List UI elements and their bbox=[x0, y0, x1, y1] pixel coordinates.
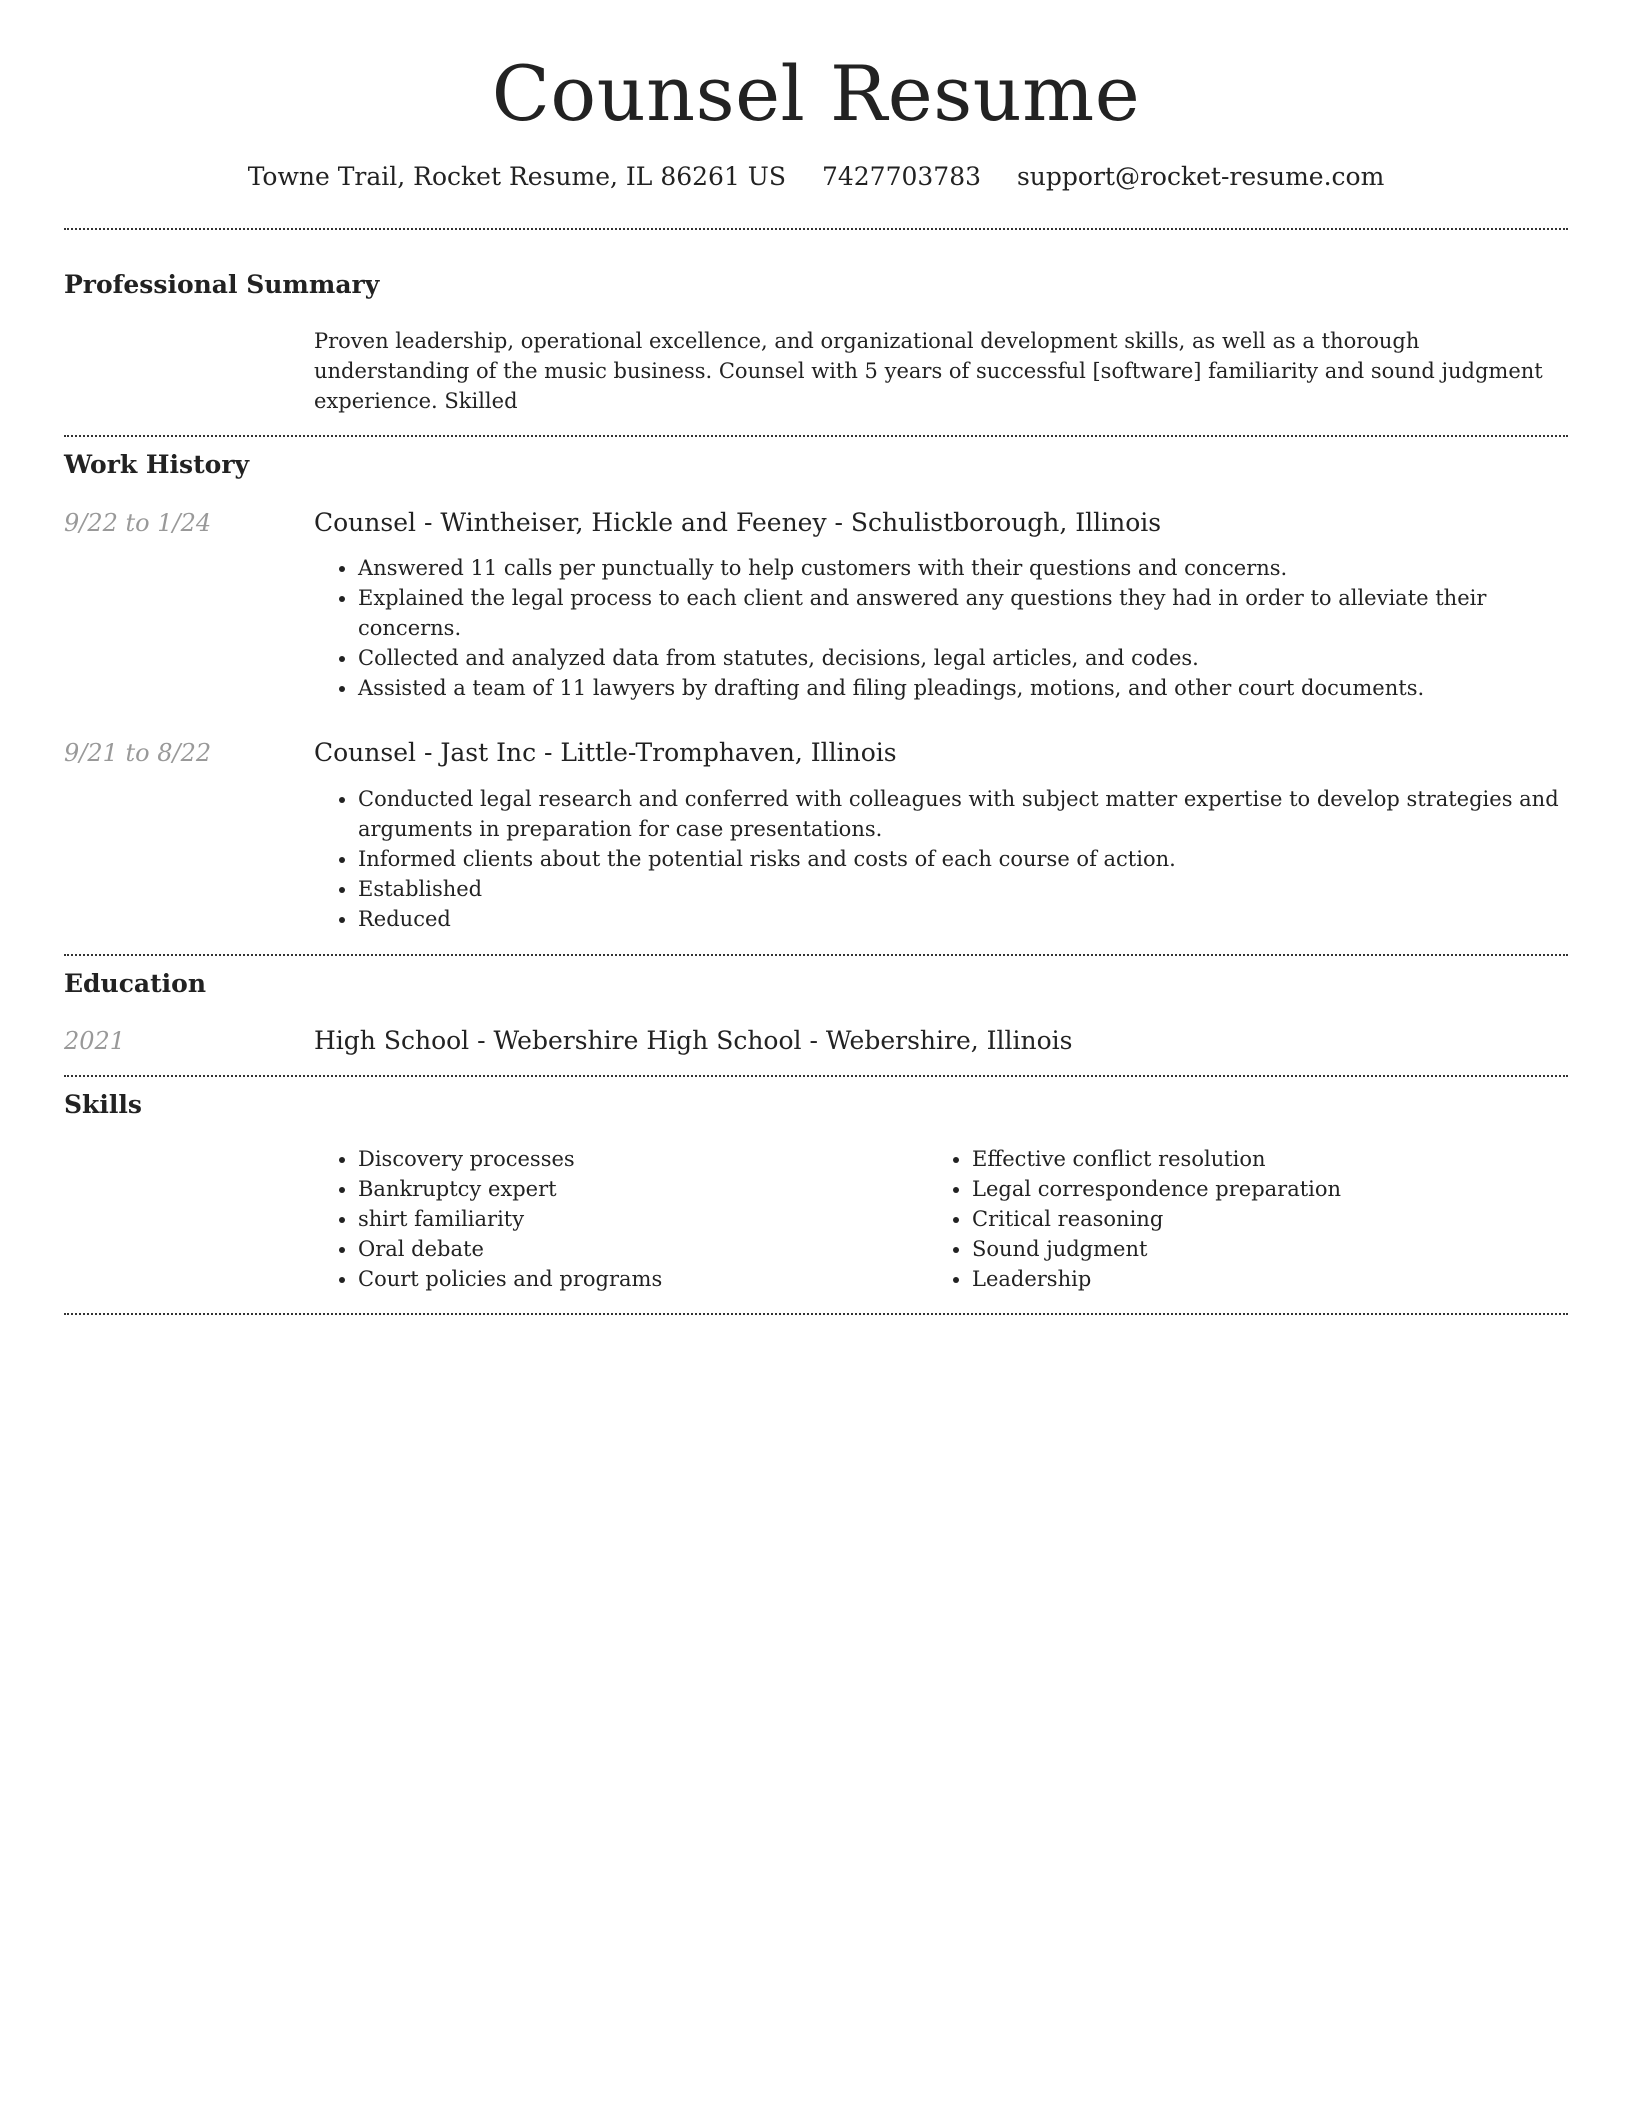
contact-line bbox=[64, 162, 1568, 192]
job-bullet: • Informed clients about the potential risks and costs of each course of action. bbox=[358, 844, 1568, 874]
section-title-education: Education bbox=[64, 968, 207, 998]
job-entry bbox=[64, 737, 1568, 934]
job-bullet: • Established bbox=[358, 874, 1568, 904]
skill-item: • Legal correspondence preparation bbox=[972, 1174, 1542, 1204]
education-school: - Webershire High School - Webershire, Illinois bbox=[469, 1025, 1073, 1055]
skills-list-left bbox=[314, 1144, 928, 1294]
resume-header bbox=[64, 0, 1568, 192]
job-dates: 9/22 to 1/24 bbox=[64, 508, 212, 537]
resume-title: Counsel Resume bbox=[491, 49, 1141, 138]
summary-section bbox=[64, 230, 1568, 416]
divider bbox=[64, 1313, 1568, 1315]
skills-section bbox=[64, 1077, 1568, 1294]
skill-item: • Court policies and programs bbox=[358, 1264, 928, 1294]
contact-phone: 7427703783 bbox=[821, 161, 982, 191]
job-bullet: • Collected and analyzed data from statutes, decisions, legal articles, and codes. bbox=[358, 643, 1568, 673]
skill-item: • Effective conflict resolution bbox=[972, 1144, 1542, 1174]
skill-item: • Oral debate bbox=[358, 1234, 928, 1264]
job-entry bbox=[64, 507, 1568, 704]
job-bullet: • Assisted a team of 11 lawyers by drafting and filing pleadings, motions, and other court documents. bbox=[358, 673, 1568, 703]
education-year: 2021 bbox=[64, 1026, 126, 1055]
education-degree: High School bbox=[314, 1025, 470, 1055]
work-history-section bbox=[64, 437, 1568, 934]
contact-email: support@rocket-resume.com bbox=[1016, 161, 1385, 191]
skills-grid bbox=[314, 1144, 1568, 1294]
skill-item: • Discovery processes bbox=[358, 1144, 928, 1174]
skills-list-right bbox=[928, 1144, 1542, 1294]
section-title-skills: Skills bbox=[64, 1090, 142, 1120]
summary-text: Proven leadership, operational excellence, and organizational development skills, as well as a thorough understanding of the music business. Counsel with 5 years of successful [software] familiarity and sound judgment experience. Skilled bbox=[314, 328, 1543, 413]
job-bullet: • Explained the legal process to each client and answered any questions they had in order to alleviate their concerns. bbox=[358, 583, 1568, 643]
job-heading: Counsel - Wintheiser, Hickle and Feeney - Schulistborough, Illinois bbox=[314, 507, 1162, 537]
section-title-summary: Professional Summary bbox=[64, 269, 380, 299]
job-heading: Counsel - Jast Inc - Little-Tromphaven, Illinois bbox=[314, 738, 897, 768]
education-entry bbox=[64, 1025, 1568, 1058]
skill-item: • shirt familiarity bbox=[358, 1204, 928, 1234]
skill-item: • Leadership bbox=[972, 1264, 1542, 1294]
skill-item: • Sound judgment bbox=[972, 1234, 1542, 1264]
job-bullets bbox=[314, 784, 1568, 934]
job-bullets bbox=[314, 553, 1568, 703]
skill-item: • Bankruptcy expert bbox=[358, 1174, 928, 1204]
job-bullet: • Answered 11 calls per punctually to help customers with their questions and concerns. bbox=[358, 553, 1568, 583]
section-title-work-history: Work History bbox=[64, 449, 250, 479]
contact-address: Towne Trail, Rocket Resume, IL 86261 US bbox=[247, 161, 786, 191]
job-dates: 9/21 to 8/22 bbox=[64, 739, 212, 768]
job-bullet: • Reduced bbox=[358, 904, 1568, 934]
skill-item: • Critical reasoning bbox=[972, 1204, 1542, 1234]
education-section bbox=[64, 956, 1568, 1058]
job-bullet: • Conducted legal research and conferred with colleagues with subject matter expertise to develop strategies and arguments in preparation for case presentations. bbox=[358, 784, 1568, 844]
